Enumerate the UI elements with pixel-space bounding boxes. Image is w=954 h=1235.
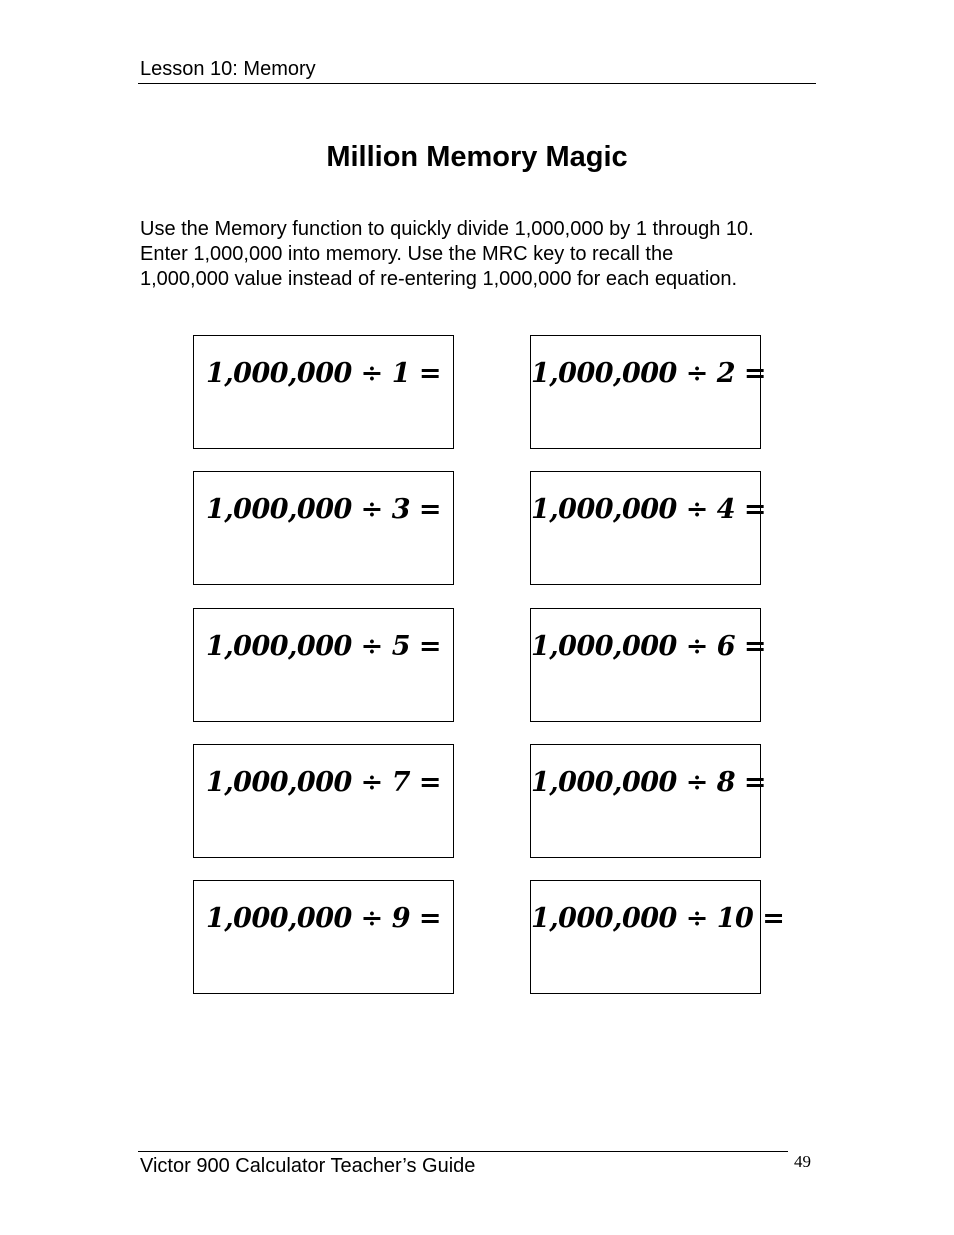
problem-box	[193, 335, 454, 449]
problem-box	[193, 744, 454, 858]
page-number: 49	[794, 1152, 811, 1171]
problem-equation: 1,000,000 ÷ 4 =	[531, 494, 767, 525]
header-rule	[138, 83, 816, 84]
problem-box	[193, 880, 454, 994]
problem-equation: 1,000,000 ÷ 1 =	[205, 358, 442, 389]
problem-box	[193, 608, 454, 722]
problem-equation: 1,000,000 ÷ 6 =	[531, 631, 767, 662]
problem-equation: 1,000,000 ÷ 10 =	[531, 903, 785, 934]
problem-box	[530, 880, 785, 994]
footer-rule	[138, 1151, 788, 1152]
problem-box	[530, 608, 767, 722]
problem-equation: 1,000,000 ÷ 8 =	[531, 767, 767, 798]
problem-box	[193, 471, 454, 585]
problem-box	[530, 471, 767, 585]
problem-equation: 1,000,000 ÷ 2 =	[531, 358, 767, 389]
instructions-paragraph: Use the Memory function to quickly divide 1,000,000 by 1 through 10. Enter 1,000,000 into memory. Use the MRC key to recall the 1,000,000 value instead of re-entering 1,000,000 for each equation.	[140, 218, 754, 290]
running-header: Lesson 10: Memory	[140, 58, 316, 80]
problem-equation: 1,000,000 ÷ 7 =	[205, 767, 442, 798]
running-footer: Victor 900 Calculator Teacher’s Guide	[140, 1155, 476, 1177]
problem-equation: 1,000,000 ÷ 3 =	[205, 494, 442, 525]
problem-box	[530, 335, 767, 449]
problem-equation: 1,000,000 ÷ 9 =	[205, 903, 442, 934]
problem-equation: 1,000,000 ÷ 5 =	[205, 631, 442, 662]
page-title: Million Memory Magic	[326, 141, 628, 173]
problem-box	[530, 744, 767, 858]
